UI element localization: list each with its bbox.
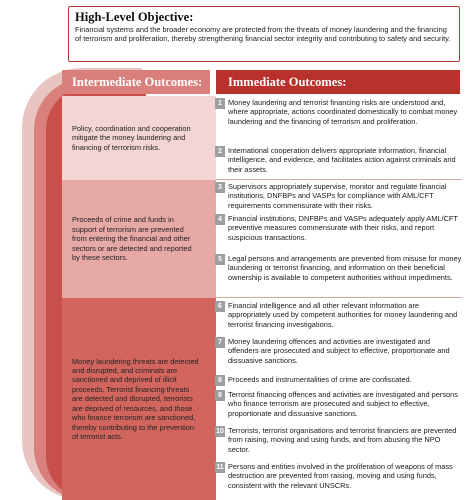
outcome-number-badge: 9 <box>215 390 225 401</box>
high-level-objective-text: Financial systems and the broader economy are protected from the threats of money laundering and the financing of terrorism and proliferation, thereby strengthening financial sector integrity and contributing to safety and security. <box>75 25 451 44</box>
outcome-number-badge: 6 <box>215 301 225 312</box>
divider <box>216 297 462 298</box>
divider <box>216 179 462 180</box>
intermediate-outcome-2 <box>62 180 210 298</box>
intermediate-outcome-text: Money laundering threats are detected and disrupted, and criminals are sanctioned and deprived of illicit proceeds. Terrorist financing threats are detected and disrupted, terrorists are deprived of resources, and those who finance terrorism are sanctioned, thereby contributing to the prevention of terrorist acts. <box>72 356 199 441</box>
high-level-objective-box <box>68 6 460 62</box>
outcome-number-badge: 2 <box>215 146 225 157</box>
intermediate-outcome-text: Policy, coordination and cooperation mitigate the money laundering and financing of terrorism risks. <box>72 123 191 152</box>
immediate-outcome-text: Proceeds and instrumentalities of crime are confiscated. <box>228 375 412 384</box>
immediate-outcome-text: Supervisors appropriately supervise, monitor and regulate financial institutions, DNFBPs and VASPs for compliance with AML/CFT requirements commensurate with their risks. <box>228 182 447 210</box>
intermediate-outcomes-header: Intermediate Outcomes: <box>62 70 210 94</box>
outcome-number-badge: 1 <box>215 98 225 109</box>
immediate-outcome-text: Legal persons and arrangements are prevented from misuse for money laundering or terrorist financing, and information on their beneficial ownership is available to competent authorities without impediments. <box>228 254 462 282</box>
immediate-outcome-text: Persons and entities involved in the proliferation of weapons of mass destruction are prevented from raising, moving and using funds, consistent with the relevant UNSCRs. <box>228 462 453 490</box>
intermediate-outcome-1 <box>62 96 210 180</box>
immediate-outcome-text: Terrorists, terrorist organisations and terrorist financiers are prevented from raising, moving and using funds, and from abusing the NPO sector. <box>228 426 457 454</box>
intermediate-outcome-text: Proceeds of crime and funds in support of terrorism are prevented from entering the financial and other sectors or are detected and reported by these sectors. <box>72 215 192 263</box>
immediate-outcome-text: Financial intelligence and all other relevant information are appropriately used by competent authorities for money laundering and terrorist financing investigations. <box>228 301 458 329</box>
immediate-outcome-text: Money laundering and terrorist financing risks are understood and, where appropriate, actions coordinated domestically to combat money laundering and the financing of terrorism and proliferation. <box>228 98 458 126</box>
outcome-number-badge: 5 <box>215 254 225 265</box>
immediate-outcomes-header: Immediate Outcomes: <box>216 70 460 94</box>
connector-band-2 <box>210 180 216 298</box>
immediate-outcome-text: Money laundering offences and activities are investigated and offenders are prosecuted and subject to effective, proportionate and dissuasive sanctions. <box>228 337 450 365</box>
outcome-number-badge: 3 <box>215 182 225 193</box>
intermediate-outcome-3 <box>62 298 210 500</box>
outcome-number-badge: 10 <box>216 428 224 435</box>
immediate-outcome-text: Financial institutions, DNFBPs and VASPs adequately apply AML/CFT preventive measures commensurate with their risks, and report suspicious transactions. <box>228 214 458 242</box>
immediate-outcome-text: International cooperation delivers appropriate information, financial intelligence, and evidence, and facilitates action against criminals and their assets. <box>228 146 456 174</box>
outcome-number-badge: 11 <box>216 464 224 471</box>
high-level-objective-title: High-Level Objective: <box>75 10 194 24</box>
outcome-number-badge: 8 <box>215 375 225 386</box>
outcome-number-badge: 4 <box>215 214 225 225</box>
outcome-number-badge: 7 <box>215 337 225 348</box>
immediate-outcome-text: Terrorist financing offences and activities are investigated and persons who finance terrorism are prosecuted and subject to effective, proportionate and dissuasive sanctions. <box>228 390 458 418</box>
